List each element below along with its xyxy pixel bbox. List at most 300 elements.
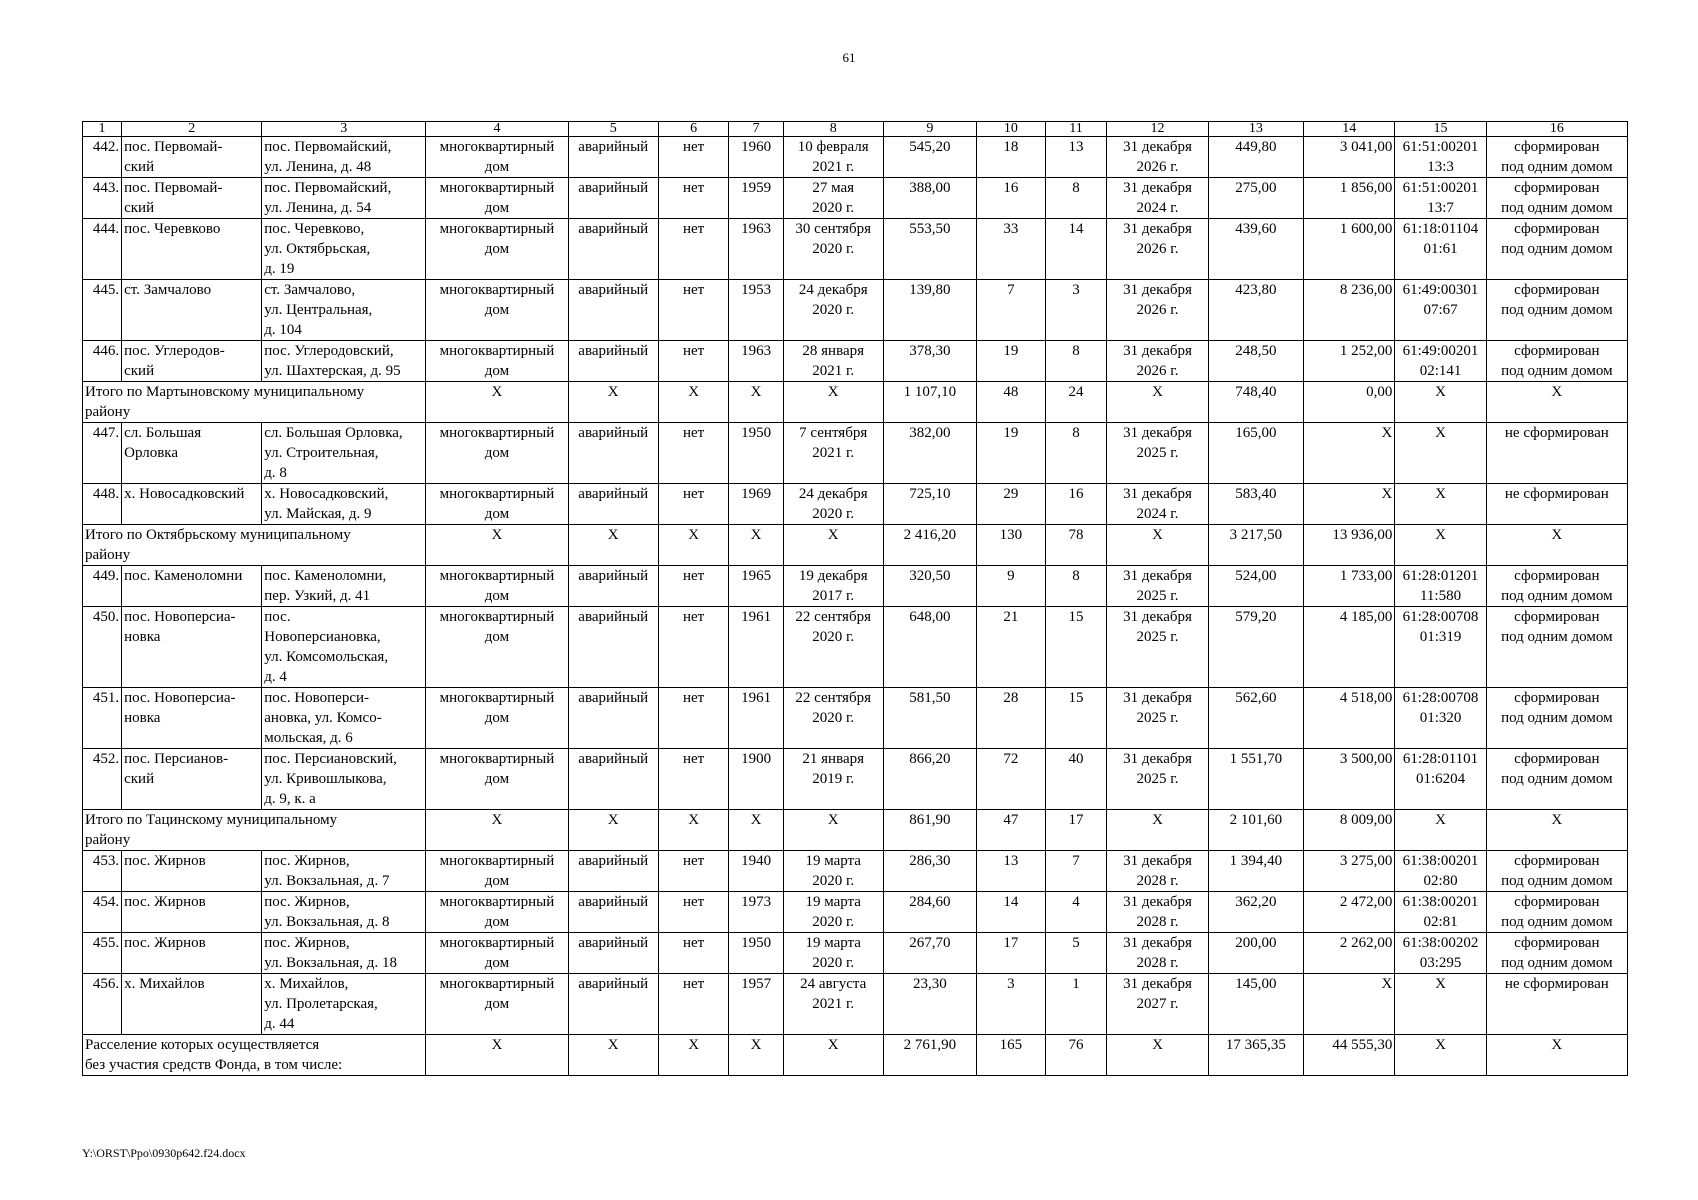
residents-cell: 19 (977, 341, 1045, 382)
date-cell: 24 декабря 2020 г. (783, 280, 883, 341)
area-cell: 388,00 (883, 178, 976, 219)
residents-cell: 17 (977, 933, 1045, 974)
cadastre-cell: X (1395, 974, 1486, 1035)
address-cell: пос. Новоперсиановка, ул. Комсомольская, д. 4 (262, 607, 426, 688)
value-cell: 748,40 (1208, 382, 1304, 423)
residents-cell: 3 (977, 974, 1045, 1035)
address-cell: пос. Углеродовский, ул. Шахтерская, д. 95 (262, 341, 426, 382)
year-cell: X (729, 382, 783, 423)
land-status-cell: сформирован под одним домом (1486, 892, 1627, 933)
residents-cell: 16 (977, 178, 1045, 219)
row-number: 452. (83, 749, 122, 810)
date-cell: 22 сентября 2020 г. (783, 607, 883, 688)
area-cell: 1 107,10 (883, 382, 976, 423)
header-cell: 3 (262, 122, 426, 137)
rooms-cell: 15 (1045, 607, 1107, 688)
year-cell: 1953 (729, 280, 783, 341)
deadline-cell: 31 декабря 2026 г. (1107, 280, 1208, 341)
value-cell: X (1304, 484, 1395, 525)
value-cell: 1 394,40 (1208, 851, 1304, 892)
deadline-cell: 31 декабря 2028 г. (1107, 892, 1208, 933)
residents-cell: 9 (977, 566, 1045, 607)
header-cell: 11 (1045, 122, 1107, 137)
value-cell: 165,00 (1208, 423, 1304, 484)
deadline-cell: 31 декабря 2026 г. (1107, 137, 1208, 178)
rooms-cell: 16 (1045, 484, 1107, 525)
sign-cell: нет (658, 851, 729, 892)
row-number: 450. (83, 607, 122, 688)
date-cell: X (783, 525, 883, 566)
status-cell: аварийный (568, 607, 658, 688)
residents-cell: 130 (977, 525, 1045, 566)
deadline-cell: 31 декабря 2024 г. (1107, 484, 1208, 525)
rooms-cell: 5 (1045, 933, 1107, 974)
value-cell: X (1304, 974, 1395, 1035)
sign-cell: нет (658, 566, 729, 607)
sign-cell: X (658, 810, 729, 851)
table-row (83, 688, 1628, 749)
year-cell: 1961 (729, 688, 783, 749)
header-cell: 1 (83, 122, 122, 137)
status-cell: аварийный (568, 933, 658, 974)
deadline-cell: 31 декабря 2026 г. (1107, 219, 1208, 280)
date-cell: 28 января 2021 г. (783, 341, 883, 382)
area-cell: 648,00 (883, 607, 976, 688)
cadastre-cell: X (1395, 810, 1486, 851)
value-cell: 2 472,00 (1304, 892, 1395, 933)
status-cell: аварийный (568, 137, 658, 178)
status-cell: аварийный (568, 892, 658, 933)
header-cell: 14 (1304, 122, 1395, 137)
row-number: 455. (83, 933, 122, 974)
year-cell: 1940 (729, 851, 783, 892)
header-cell: 13 (1208, 122, 1304, 137)
settlement-cell: пос. Новоперсиа- новка (122, 688, 262, 749)
value-cell: 439,60 (1208, 219, 1304, 280)
area-cell: 139,80 (883, 280, 976, 341)
building-type-cell: X (426, 810, 568, 851)
total-label-cell: Расселение которых осуществляется без участия средств Фонда, в том числе: (83, 1035, 426, 1076)
deadline-cell: 31 декабря 2026 г. (1107, 341, 1208, 382)
area-cell: 320,50 (883, 566, 976, 607)
value-cell: 579,20 (1208, 607, 1304, 688)
residents-cell: 165 (977, 1035, 1045, 1076)
area-cell: 866,20 (883, 749, 976, 810)
rooms-cell: 24 (1045, 382, 1107, 423)
residents-cell: 33 (977, 219, 1045, 280)
cadastre-cell: 61:18:01104 01:61 (1395, 219, 1486, 280)
cadastre-cell: X (1395, 382, 1486, 423)
cadastre-cell: 61:49:00301 07:67 (1395, 280, 1486, 341)
residents-cell: 48 (977, 382, 1045, 423)
building-type-cell: многоквартирный дом (426, 749, 568, 810)
value-cell: 3 275,00 (1304, 851, 1395, 892)
table-row (83, 933, 1628, 974)
settlement-cell: пос. Первомай- ский (122, 178, 262, 219)
value-cell: 0,00 (1304, 382, 1395, 423)
row-number: 444. (83, 219, 122, 280)
rooms-cell: 8 (1045, 341, 1107, 382)
building-type-cell: многоквартирный дом (426, 423, 568, 484)
date-cell: 21 января 2019 г. (783, 749, 883, 810)
area-cell: 581,50 (883, 688, 976, 749)
table-row (83, 749, 1628, 810)
header-cell: 12 (1107, 122, 1208, 137)
settlement-cell: пос. Первомай- ский (122, 137, 262, 178)
row-number: 451. (83, 688, 122, 749)
housing-register-table (82, 121, 1628, 1076)
cadastre-cell: 61:28:01201 11:580 (1395, 566, 1486, 607)
value-cell: X (1304, 423, 1395, 484)
sign-cell: нет (658, 219, 729, 280)
row-number: 446. (83, 341, 122, 382)
sign-cell: нет (658, 280, 729, 341)
address-cell: пос. Черевково, ул. Октябрьская, д. 19 (262, 219, 426, 280)
value-cell: 200,00 (1208, 933, 1304, 974)
table-row (83, 137, 1628, 178)
building-type-cell: многоквартирный дом (426, 688, 568, 749)
value-cell: 583,40 (1208, 484, 1304, 525)
address-cell: х. Новосадковский, ул. Майская, д. 9 (262, 484, 426, 525)
settlement-cell: пос. Черевково (122, 219, 262, 280)
rooms-cell: 15 (1045, 688, 1107, 749)
rooms-cell: 8 (1045, 178, 1107, 219)
residents-cell: 18 (977, 137, 1045, 178)
settlement-cell: пос. Персианов- ский (122, 749, 262, 810)
deadline-cell: X (1107, 525, 1208, 566)
land-status-cell: X (1486, 810, 1627, 851)
rooms-cell: 8 (1045, 423, 1107, 484)
settlement-cell: ст. Замчалово (122, 280, 262, 341)
deadline-cell: 31 декабря 2025 г. (1107, 749, 1208, 810)
cadastre-cell: X (1395, 423, 1486, 484)
cadastre-cell: X (1395, 525, 1486, 566)
status-cell: аварийный (568, 178, 658, 219)
address-cell: ст. Замчалово, ул. Центральная, д. 104 (262, 280, 426, 341)
residents-cell: 14 (977, 892, 1045, 933)
value-cell: 449,80 (1208, 137, 1304, 178)
row-number: 453. (83, 851, 122, 892)
value-cell: 4 185,00 (1304, 607, 1395, 688)
rooms-cell: 1 (1045, 974, 1107, 1035)
rooms-cell: 8 (1045, 566, 1107, 607)
value-cell: 17 365,35 (1208, 1035, 1304, 1076)
area-cell: 267,70 (883, 933, 976, 974)
sign-cell: X (658, 382, 729, 423)
cadastre-cell: 61:51:00201 13:7 (1395, 178, 1486, 219)
value-cell: 275,00 (1208, 178, 1304, 219)
year-cell: X (729, 1035, 783, 1076)
total-row (83, 810, 1628, 851)
building-type-cell: многоквартирный дом (426, 219, 568, 280)
land-status-cell: не сформирован (1486, 974, 1627, 1035)
header-cell: 10 (977, 122, 1045, 137)
building-type-cell: X (426, 1035, 568, 1076)
status-cell: X (568, 382, 658, 423)
deadline-cell: 31 декабря 2025 г. (1107, 566, 1208, 607)
header-cell: 8 (783, 122, 883, 137)
status-cell: аварийный (568, 749, 658, 810)
value-cell: 1 856,00 (1304, 178, 1395, 219)
settlement-cell: пос. Новоперсиа- новка (122, 607, 262, 688)
settlement-cell: сл. Большая Орловка (122, 423, 262, 484)
settlement-cell: пос. Каменоломни (122, 566, 262, 607)
table-row (83, 341, 1628, 382)
status-cell: X (568, 525, 658, 566)
date-cell: 7 сентября 2021 г. (783, 423, 883, 484)
address-cell: пос. Жирнов, ул. Вокзальная, д. 7 (262, 851, 426, 892)
sign-cell: нет (658, 423, 729, 484)
total-label-cell: Итого по Октябрьскому муниципальному району (83, 525, 426, 566)
header-cell: 16 (1486, 122, 1627, 137)
rooms-cell: 14 (1045, 219, 1107, 280)
area-cell: 382,00 (883, 423, 976, 484)
total-row (83, 525, 1628, 566)
value-cell: 3 500,00 (1304, 749, 1395, 810)
deadline-cell: X (1107, 810, 1208, 851)
date-cell: 19 марта 2020 г. (783, 892, 883, 933)
status-cell: аварийный (568, 280, 658, 341)
residents-cell: 28 (977, 688, 1045, 749)
header-cell: 5 (568, 122, 658, 137)
address-cell: пос. Жирнов, ул. Вокзальная, д. 8 (262, 892, 426, 933)
building-type-cell: многоквартирный дом (426, 178, 568, 219)
year-cell: 1957 (729, 974, 783, 1035)
year-cell: 1969 (729, 484, 783, 525)
rooms-cell: 3 (1045, 280, 1107, 341)
cadastre-cell: 61:49:00201 02:141 (1395, 341, 1486, 382)
area-cell: 378,30 (883, 341, 976, 382)
status-cell: аварийный (568, 851, 658, 892)
building-type-cell: многоквартирный дом (426, 892, 568, 933)
deadline-cell: X (1107, 382, 1208, 423)
cadastre-cell: 61:51:00201 13:3 (1395, 137, 1486, 178)
status-cell: X (568, 810, 658, 851)
year-cell: 1950 (729, 423, 783, 484)
area-cell: 861,90 (883, 810, 976, 851)
land-status-cell: сформирован под одним домом (1486, 341, 1627, 382)
land-status-cell: сформирован под одним домом (1486, 688, 1627, 749)
residents-cell: 72 (977, 749, 1045, 810)
address-cell: пос. Новоперси- ановка, ул. Комсо- мольская, д. 6 (262, 688, 426, 749)
deadline-cell: 31 декабря 2025 г. (1107, 688, 1208, 749)
row-number: 449. (83, 566, 122, 607)
sign-cell: нет (658, 749, 729, 810)
sign-cell: нет (658, 607, 729, 688)
building-type-cell: X (426, 382, 568, 423)
date-cell: 19 декабря 2017 г. (783, 566, 883, 607)
sign-cell: X (658, 1035, 729, 1076)
total-row (83, 1035, 1628, 1076)
cadastre-cell: 61:28:00708 01:319 (1395, 607, 1486, 688)
total-row (83, 382, 1628, 423)
building-type-cell: многоквартирный дом (426, 280, 568, 341)
settlement-cell: х. Михайлов (122, 974, 262, 1035)
building-type-cell: многоквартирный дом (426, 933, 568, 974)
address-cell: пос. Персиановский, ул. Кривошлыкова, д. 9, к. а (262, 749, 426, 810)
year-cell: 1963 (729, 219, 783, 280)
sign-cell: нет (658, 933, 729, 974)
building-type-cell: X (426, 525, 568, 566)
value-cell: 8 236,00 (1304, 280, 1395, 341)
date-cell: 24 декабря 2020 г. (783, 484, 883, 525)
deadline-cell: 31 декабря 2027 г. (1107, 974, 1208, 1035)
address-cell: х. Михайлов, ул. Пролетарская, д. 44 (262, 974, 426, 1035)
row-number: 454. (83, 892, 122, 933)
sign-cell: нет (658, 688, 729, 749)
deadline-cell: 31 декабря 2028 г. (1107, 933, 1208, 974)
land-status-cell: сформирован под одним домом (1486, 178, 1627, 219)
settlement-cell: пос. Жирнов (122, 851, 262, 892)
area-cell: 2 761,90 (883, 1035, 976, 1076)
rooms-cell: 17 (1045, 810, 1107, 851)
area-cell: 284,60 (883, 892, 976, 933)
residents-cell: 19 (977, 423, 1045, 484)
land-status-cell: не сформирован (1486, 423, 1627, 484)
header-cell: 4 (426, 122, 568, 137)
table-row (83, 851, 1628, 892)
date-cell: X (783, 810, 883, 851)
sign-cell: нет (658, 137, 729, 178)
year-cell: X (729, 525, 783, 566)
value-cell: 423,80 (1208, 280, 1304, 341)
status-cell: аварийный (568, 688, 658, 749)
table-row (83, 219, 1628, 280)
date-cell: 24 августа 2021 г. (783, 974, 883, 1035)
row-number: 443. (83, 178, 122, 219)
settlement-cell: пос. Углеродов- ский (122, 341, 262, 382)
value-cell: 1 600,00 (1304, 219, 1395, 280)
header-cell: 15 (1395, 122, 1486, 137)
cadastre-cell: 61:38:00202 03:295 (1395, 933, 1486, 974)
residents-cell: 47 (977, 810, 1045, 851)
land-status-cell: сформирован под одним домом (1486, 607, 1627, 688)
total-label-cell: Итого по Мартыновскому муниципальному району (83, 382, 426, 423)
value-cell: 3 217,50 (1208, 525, 1304, 566)
date-cell: 30 сентября 2020 г. (783, 219, 883, 280)
building-type-cell: многоквартирный дом (426, 607, 568, 688)
year-cell: 1965 (729, 566, 783, 607)
sign-cell: нет (658, 178, 729, 219)
date-cell: X (783, 1035, 883, 1076)
building-type-cell: многоквартирный дом (426, 566, 568, 607)
residents-cell: 21 (977, 607, 1045, 688)
row-number: 442. (83, 137, 122, 178)
land-status-cell: X (1486, 525, 1627, 566)
year-cell: 1950 (729, 933, 783, 974)
status-cell: аварийный (568, 974, 658, 1035)
sign-cell: нет (658, 974, 729, 1035)
value-cell: 1 551,70 (1208, 749, 1304, 810)
header-row (83, 122, 1628, 137)
value-cell: 562,60 (1208, 688, 1304, 749)
deadline-cell: 31 декабря 2025 г. (1107, 423, 1208, 484)
rooms-cell: 13 (1045, 137, 1107, 178)
cadastre-cell: X (1395, 1035, 1486, 1076)
building-type-cell: многоквартирный дом (426, 137, 568, 178)
deadline-cell: X (1107, 1035, 1208, 1076)
value-cell: 145,00 (1208, 974, 1304, 1035)
address-cell: сл. Большая Орловка, ул. Строительная, д. 8 (262, 423, 426, 484)
sign-cell: нет (658, 341, 729, 382)
settlement-cell: пос. Жирнов (122, 892, 262, 933)
row-number: 447. (83, 423, 122, 484)
sign-cell: нет (658, 892, 729, 933)
settlement-cell: пос. Жирнов (122, 933, 262, 974)
value-cell: 1 252,00 (1304, 341, 1395, 382)
value-cell: 248,50 (1208, 341, 1304, 382)
year-cell: 1960 (729, 137, 783, 178)
rooms-cell: 40 (1045, 749, 1107, 810)
row-number: 448. (83, 484, 122, 525)
rooms-cell: 78 (1045, 525, 1107, 566)
page-number: 61 (842, 50, 856, 65)
value-cell: 3 041,00 (1304, 137, 1395, 178)
table-row (83, 566, 1628, 607)
land-status-cell: X (1486, 1035, 1627, 1076)
building-type-cell: многоквартирный дом (426, 974, 568, 1035)
address-cell: пос. Первомайский, ул. Ленина, д. 54 (262, 178, 426, 219)
table-row (83, 423, 1628, 484)
status-cell: аварийный (568, 566, 658, 607)
rooms-cell: 76 (1045, 1035, 1107, 1076)
area-cell: 545,20 (883, 137, 976, 178)
value-cell: 1 733,00 (1304, 566, 1395, 607)
year-cell: 1959 (729, 178, 783, 219)
status-cell: аварийный (568, 484, 658, 525)
building-type-cell: многоквартирный дом (426, 851, 568, 892)
header-cell: 2 (122, 122, 262, 137)
value-cell: 8 009,00 (1304, 810, 1395, 851)
building-type-cell: многоквартирный дом (426, 484, 568, 525)
settlement-cell: х. Новосадковский (122, 484, 262, 525)
value-cell: 44 555,30 (1304, 1035, 1395, 1076)
land-status-cell: сформирован под одним домом (1486, 851, 1627, 892)
row-number: 456. (83, 974, 122, 1035)
address-cell: пос. Каменоломни, пер. Узкий, д. 41 (262, 566, 426, 607)
table-row (83, 280, 1628, 341)
rooms-cell: 7 (1045, 851, 1107, 892)
residents-cell: 7 (977, 280, 1045, 341)
address-cell: пос. Жирнов, ул. Вокзальная, д. 18 (262, 933, 426, 974)
sign-cell: нет (658, 484, 729, 525)
land-status-cell: сформирован под одним домом (1486, 566, 1627, 607)
table-row (83, 178, 1628, 219)
date-cell: X (783, 382, 883, 423)
deadline-cell: 31 декабря 2025 г. (1107, 607, 1208, 688)
residents-cell: 13 (977, 851, 1045, 892)
value-cell: 4 518,00 (1304, 688, 1395, 749)
date-cell: 19 марта 2020 г. (783, 851, 883, 892)
value-cell: 524,00 (1208, 566, 1304, 607)
value-cell: 2 101,60 (1208, 810, 1304, 851)
value-cell: 2 262,00 (1304, 933, 1395, 974)
date-cell: 10 февраля 2021 г. (783, 137, 883, 178)
deadline-cell: 31 декабря 2028 г. (1107, 851, 1208, 892)
building-type-cell: многоквартирный дом (426, 341, 568, 382)
land-status-cell: сформирован под одним домом (1486, 280, 1627, 341)
area-cell: 725,10 (883, 484, 976, 525)
residents-cell: 29 (977, 484, 1045, 525)
land-status-cell: сформирован под одним домом (1486, 749, 1627, 810)
cadastre-cell: X (1395, 484, 1486, 525)
land-status-cell: не сформирован (1486, 484, 1627, 525)
header-cell: 9 (883, 122, 976, 137)
value-cell: 362,20 (1208, 892, 1304, 933)
header-cell: 6 (658, 122, 729, 137)
year-cell: 1963 (729, 341, 783, 382)
land-status-cell: X (1486, 382, 1627, 423)
